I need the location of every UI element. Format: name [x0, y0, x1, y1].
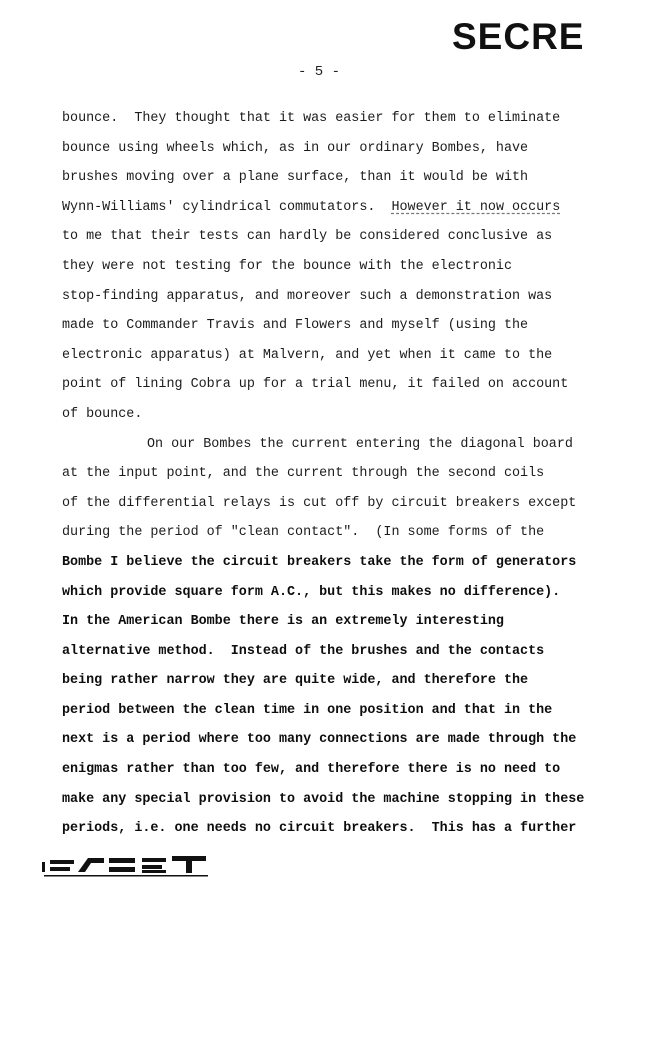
- text-line-content: stop-finding apparatus, and moreover such a demonstration was: [62, 288, 553, 304]
- text-line-content: Bombe I believe the circuit breakers take the form of generators: [62, 554, 577, 570]
- text-line: [62, 518, 632, 548]
- text-line: [62, 696, 632, 726]
- text-line: [62, 814, 632, 844]
- text-line-content: being rather narrow they are quite wide, and therefore the: [62, 673, 529, 689]
- text-line: [62, 104, 632, 134]
- text-line: [62, 370, 632, 400]
- text-line-content: On our Bombes the current entering the diagonal board: [147, 436, 573, 452]
- text-line: [62, 725, 632, 755]
- page-number: - 5 -: [298, 64, 341, 80]
- handwritten-underline-text: However it now occurs: [391, 199, 561, 215]
- text-line: [62, 637, 632, 667]
- text-line-content: which provide square form A.C., but this makes no difference).: [62, 584, 561, 600]
- classification-stamp-top: SECRE: [452, 16, 585, 57]
- text-line-content: of bounce.: [62, 406, 143, 422]
- document-body: [62, 104, 632, 844]
- text-line-content: point of lining Cobra up for a trial menu, it failed on account: [62, 377, 569, 393]
- text-line-content: In the American Bombe there is an extremely interesting: [62, 614, 504, 630]
- text-line: [62, 578, 632, 608]
- text-line: [62, 400, 632, 430]
- text-line-content: they were not testing for the bounce with the electronic: [62, 258, 512, 274]
- text-line-content: bounce. They thought that it was easier for them to eliminate: [62, 111, 561, 126]
- text-line-content: made to Commander Travis and Flowers and myself (using the: [62, 318, 529, 334]
- text-line-content: electronic apparatus) at Malvern, and yet when it came to the: [62, 347, 553, 363]
- text-line-content: periods, i.e. one needs no circuit breakers. This has a further: [62, 821, 577, 837]
- text-line: [62, 163, 632, 193]
- text-line: [62, 134, 632, 164]
- text-line: [62, 282, 632, 312]
- text-line: [62, 607, 632, 637]
- text-line: [62, 311, 632, 341]
- bottom-stamp-text: SECRET: [42, 848, 46, 849]
- text-line-content: at the input point, and the current through the second coils: [62, 466, 545, 482]
- text-line-content: alternative method. Instead of the brushes and the contacts: [62, 643, 545, 659]
- text-line-content: next is a period where too many connections are made through the: [62, 732, 577, 748]
- text-line-content: period between the clean time in one position and that in the: [62, 702, 553, 718]
- text-line: [62, 430, 632, 460]
- text-line: [62, 755, 632, 785]
- text-line: [62, 666, 632, 696]
- text-line: [62, 341, 632, 371]
- text-line-content: Wynn-Williams' cylindrical commutators.: [62, 199, 376, 215]
- text-line: [62, 193, 632, 223]
- classification-stamp-bottom: [42, 848, 212, 878]
- text-line-content: enigmas rather than too few, and therefore there is no need to: [62, 762, 561, 778]
- text-line: [62, 252, 632, 282]
- text-line-content: brushes moving over a plane surface, than it would be with: [62, 170, 529, 186]
- text-line-content: of the differential relays is cut off by circuit breakers except: [62, 495, 577, 511]
- text-line: [62, 222, 632, 252]
- text-line: [62, 548, 632, 578]
- text-line-content: during the period of "clean contact". (In some forms of the: [62, 525, 545, 541]
- text-line-content: bounce using wheels which, as in our ordinary Bombes, have: [62, 140, 529, 156]
- text-line: [62, 459, 632, 489]
- text-line-content: to me that their tests can hardly be considered conclusive as: [62, 229, 553, 245]
- text-line: [62, 489, 632, 519]
- text-line-content: make any special provision to avoid the machine stopping in these: [62, 791, 585, 807]
- text-line: [62, 785, 632, 815]
